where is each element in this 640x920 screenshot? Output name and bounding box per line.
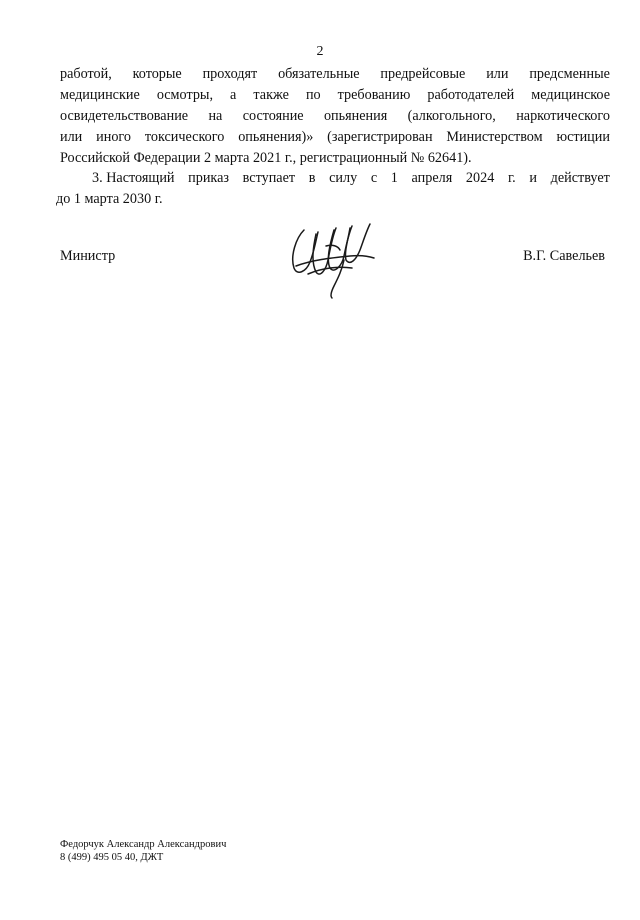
word: или <box>60 129 83 145</box>
word: 1 <box>390 170 398 186</box>
word: также <box>253 87 289 103</box>
executor-block <box>60 838 226 864</box>
paragraph-line <box>60 127 610 148</box>
word: 3. Настоящий <box>92 170 175 186</box>
page-number: 2 <box>316 44 324 59</box>
word: приказ <box>188 170 230 186</box>
paragraph-continuation <box>60 64 610 169</box>
executor-contact: 8 (499) 495 05 40, ДЖТ <box>60 852 164 863</box>
signer-name: В.Г. Савельев <box>523 248 605 264</box>
paragraph-effective-date <box>56 168 610 210</box>
word: медицинское <box>531 87 610 103</box>
word: которые <box>132 66 182 82</box>
word: действует <box>550 170 610 186</box>
word: юстиции <box>556 129 610 145</box>
word: проходят <box>202 66 258 82</box>
word: токсического <box>144 129 225 145</box>
word: работой, <box>60 66 112 82</box>
word: опьянения <box>323 108 388 124</box>
word: апреля <box>411 170 453 186</box>
word: а <box>230 87 237 103</box>
paragraph-line <box>60 64 610 85</box>
word: осмотры, <box>156 87 213 103</box>
handwritten-signature <box>286 216 382 300</box>
paragraph-line-final: до 1 марта 2030 г. <box>56 191 163 207</box>
word: требованию <box>337 87 411 103</box>
word: (зарегистрирован <box>327 129 433 145</box>
word: или <box>486 66 509 82</box>
word: 2024 <box>465 170 495 186</box>
word: и <box>529 170 537 186</box>
word: состояние <box>242 108 304 124</box>
word: г. <box>507 170 516 186</box>
word: наркотического <box>516 108 610 124</box>
word: на <box>208 108 223 124</box>
word: предсменные <box>529 66 610 82</box>
word: предрейсовые <box>380 66 466 82</box>
executor-name: Федорчук Александр Александрович <box>60 839 227 850</box>
word: с <box>370 170 378 186</box>
word: иного <box>96 129 131 145</box>
word: освидетельствование <box>60 108 189 124</box>
word: силу <box>329 170 358 186</box>
word: (алкогольного, <box>407 108 496 124</box>
word: в <box>308 170 316 186</box>
word: вступает <box>242 170 296 186</box>
word: опьянения)» <box>238 129 314 145</box>
word: медицинские <box>60 87 140 103</box>
word: обязательные <box>278 66 360 82</box>
paragraph-line <box>60 168 610 189</box>
paragraph-line <box>60 106 610 127</box>
word: работодателей <box>427 87 515 103</box>
word: Министерством <box>446 129 543 145</box>
paragraph-line-final: Российской Федерации 2 марта 2021 г., регистрационный № 62641). <box>60 150 472 166</box>
word: по <box>305 87 321 103</box>
signer-title: Министр <box>60 248 116 264</box>
paragraph-line <box>60 85 610 106</box>
